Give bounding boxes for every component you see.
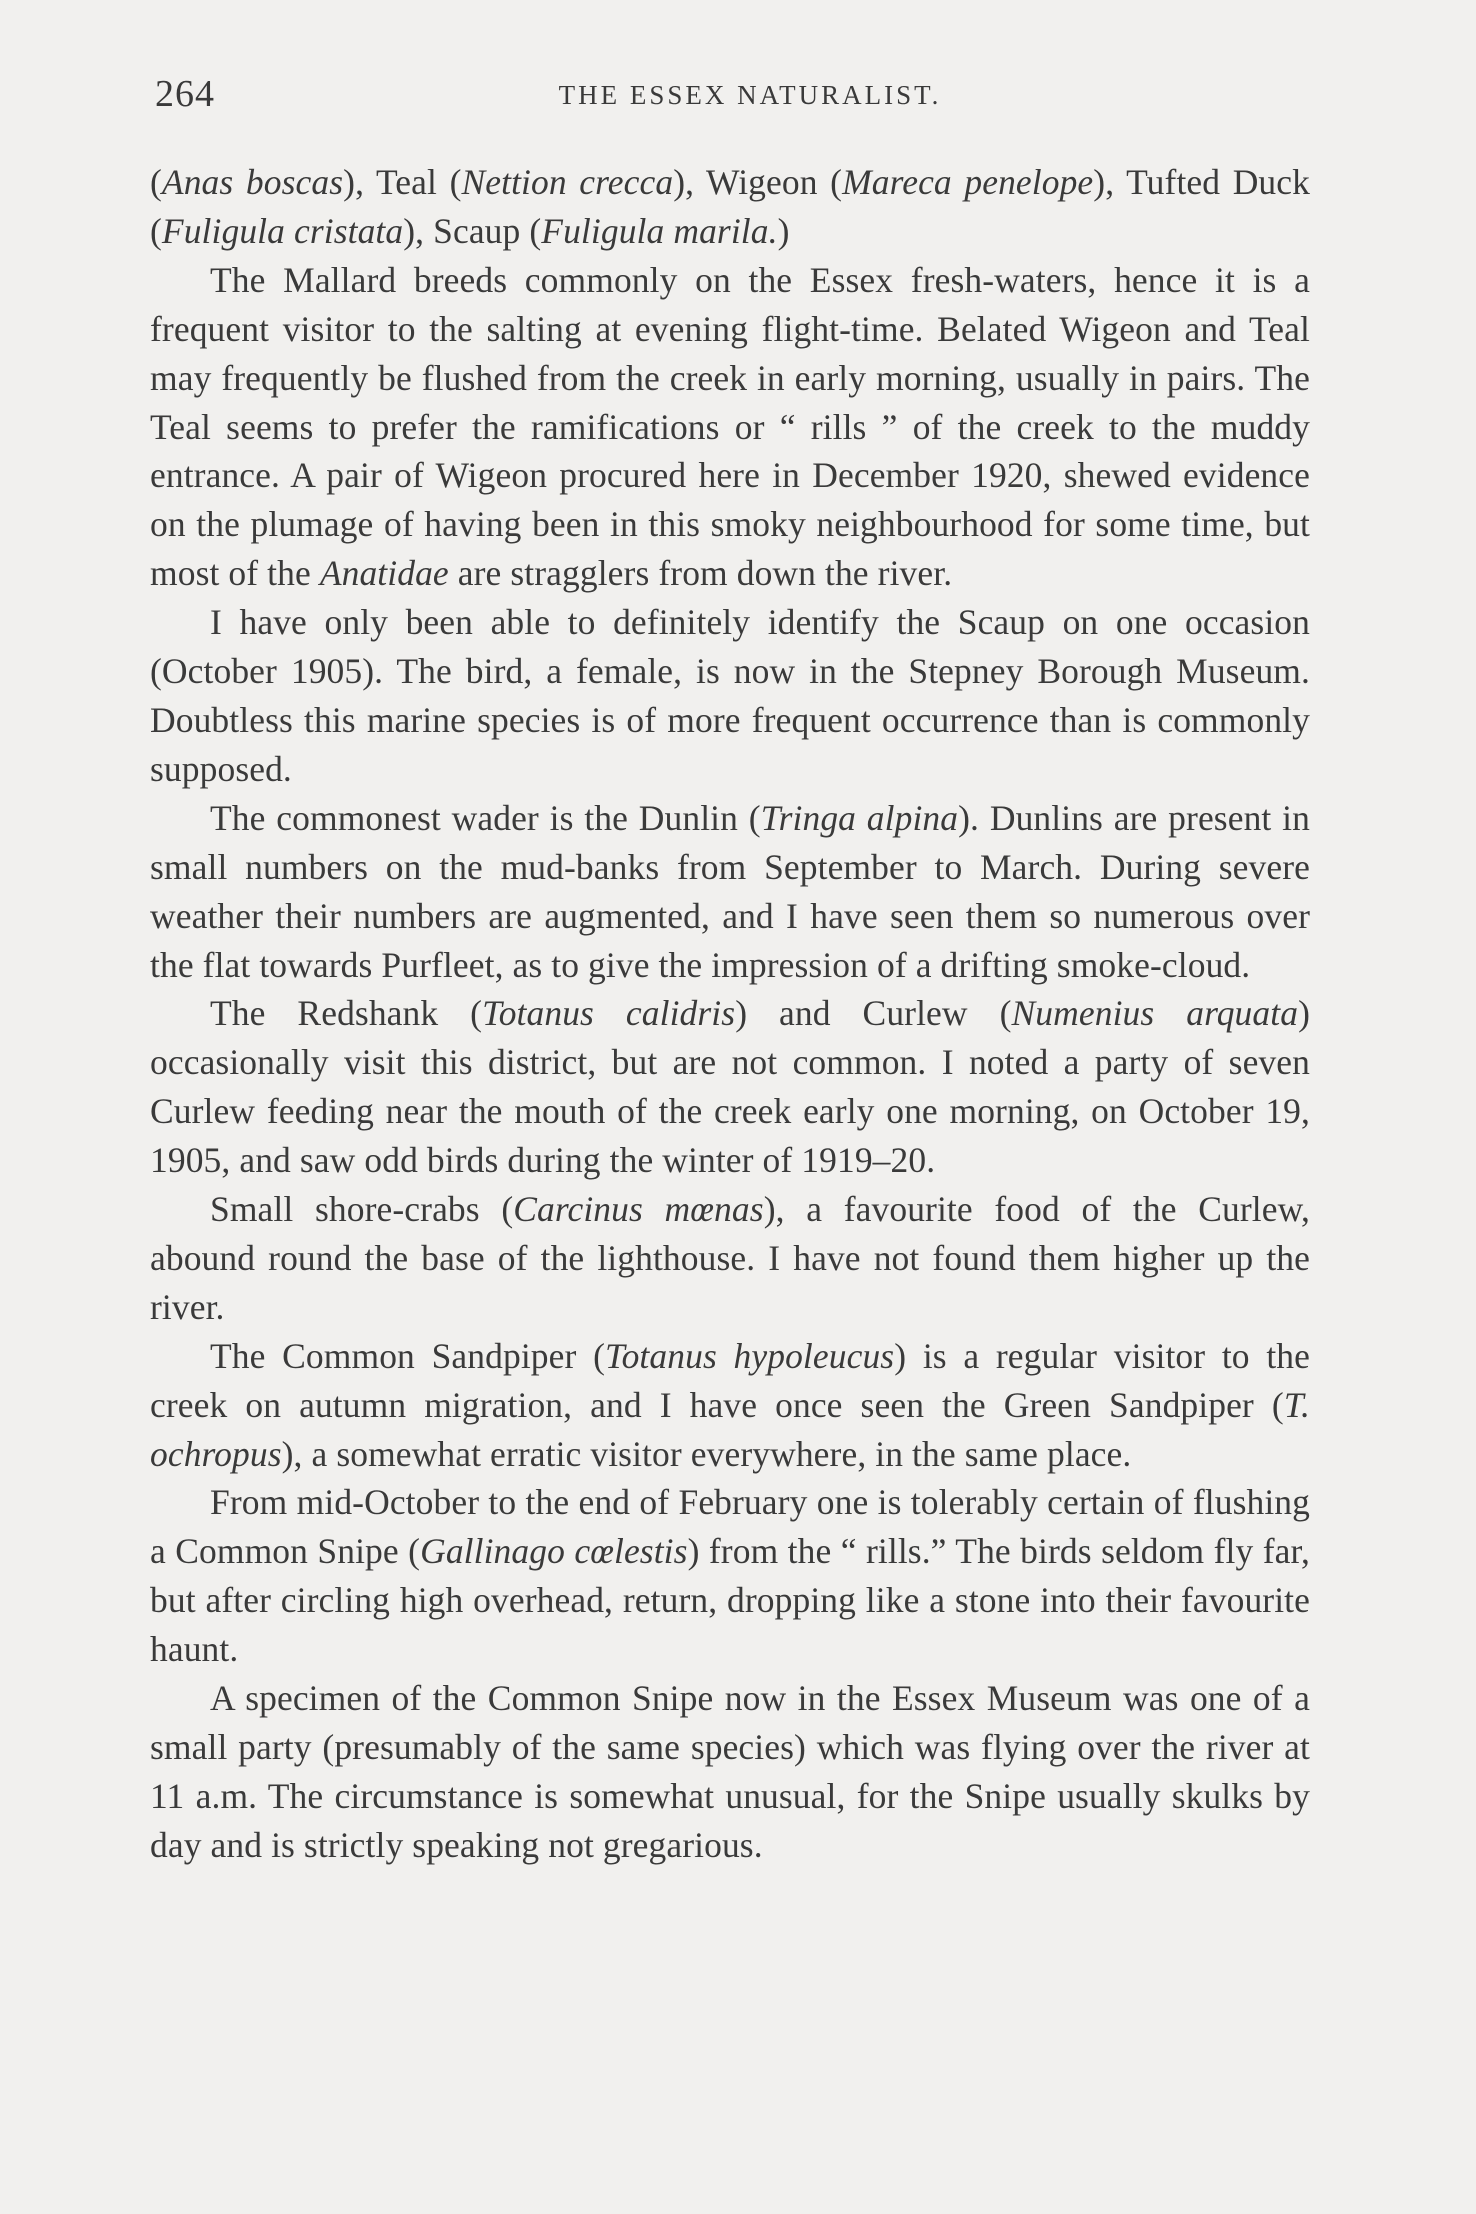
text-run: The Mallard breeds commonly on the Essex fresh-waters, hence it is a frequent visitor to the salting at evening flight-time. Belated Wigeon and Teal may frequently be flushed from the creek in early morning, usually in pairs. The Teal seems to prefer the ramifications or “ rills ” of the creek to the muddy entrance. A pair of Wigeon procured here in December 1920, shewed evidence on the plumage of having been in this smoky neighbourhood for some time, but most of the: [150, 259, 1310, 594]
paragraph: [150, 1478, 1310, 1674]
text-run: ), Wigeon (: [673, 162, 843, 202]
italic-text: Anas boscas: [161, 162, 344, 202]
italic-text: Carcinus mœnas: [513, 1189, 764, 1230]
paragraph: [150, 1674, 1310, 1870]
text-run: Small shore-crabs (: [210, 1189, 514, 1230]
italic-text: Gallinago cœlestis: [420, 1531, 688, 1572]
page-header: [150, 72, 1310, 122]
italic-text: Tringa alpina: [760, 797, 959, 838]
text-run: The Redshank (: [210, 993, 483, 1034]
paragraph: [150, 794, 1310, 990]
italic-text: T. ochropus: [150, 1384, 1310, 1474]
text-run: ), a somewhat erratic visitor everywhere, in the same place.: [281, 1433, 1132, 1474]
italic-text: Nettion crecca: [461, 162, 674, 202]
italic-text: Mareca penelope: [842, 162, 1094, 202]
text-run: ), Scaup (: [403, 210, 542, 251]
text-run: are stragglers from down the river.: [448, 553, 953, 594]
italic-text: Totanus hypoleucus: [605, 1335, 895, 1376]
text-run: The Common Sandpiper (: [210, 1335, 605, 1376]
text-run: ), Teal (: [343, 162, 462, 202]
text-run: (: [150, 162, 162, 202]
italic-text: Totanus calidris: [482, 993, 736, 1034]
text-run: ): [777, 210, 790, 251]
text-run: ) and Curlew (: [735, 993, 1012, 1034]
text-run: ) is a regular visitor to the creek on autumn migration, and I have once seen the Green Sandpiper (: [150, 1335, 1310, 1425]
italic-text: Anatidae: [319, 553, 449, 594]
text-run: From mid-October to the end of February one is tolerably certain of flushing a Common Snipe (: [150, 1482, 1310, 1572]
paragraph: [150, 158, 1310, 256]
book-page: [150, 72, 1310, 1870]
paragraph: [150, 256, 1310, 598]
text-run: ). Dunlins are present in small numbers on the mud-banks from September to March. During severe weather their numbers are augmented, and I have seen them so numerous over the flat towards Purfleet, as to give the impression of a drifting smoke-cloud.: [150, 797, 1310, 985]
italic-text: Numenius arquata: [1011, 993, 1299, 1034]
italic-text: Fuligula cristata: [161, 210, 404, 251]
paragraph: [150, 1332, 1310, 1479]
body-text: [150, 158, 1310, 1870]
running-head: THE ESSEX NATURALIST.: [558, 80, 942, 110]
text-run: ) from the “ rills.” The birds seldom fly far, but after circling high overhead, return, dropping like a stone into their favourite haunt.: [150, 1531, 1310, 1670]
text-run: The commonest wader is the Dunlin (: [210, 797, 761, 838]
text-run: ) occasionally visit this district, but are not common. I noted a party of seven Curlew feeding near the mouth of the creek early one morning, on October 19, 1905, and saw odd birds during the winter of 1919–20.: [150, 993, 1310, 1181]
text-run: A specimen of the Common Snipe now in the Essex Museum was one of a small party (presumably of the same species) which was flying over the river at 11 a.m. The circumstance is somewhat unusual, for the Snipe usually skulks by day and is strictly speaking not gregarious.: [150, 1678, 1310, 1865]
text-run: I have only been able to definitely identify the Scaup on one occasion (October 1905). The bird, a female, is now in the Stepney Borough Museum. Doubtless this marine species is of more frequent occurrence than is commonly supposed.: [150, 602, 1310, 789]
paragraph: [150, 1185, 1310, 1332]
paragraph: [150, 989, 1310, 1185]
italic-text: Fuligula marila.: [541, 210, 778, 251]
text-run: ), Tufted Duck (: [150, 162, 1310, 251]
page-number: 264: [155, 73, 215, 115]
text-run: ), a favourite food of the Curlew, abound round the base of the lighthouse. I have not found them higher up the river.: [150, 1189, 1310, 1327]
paragraph: [150, 598, 1310, 794]
